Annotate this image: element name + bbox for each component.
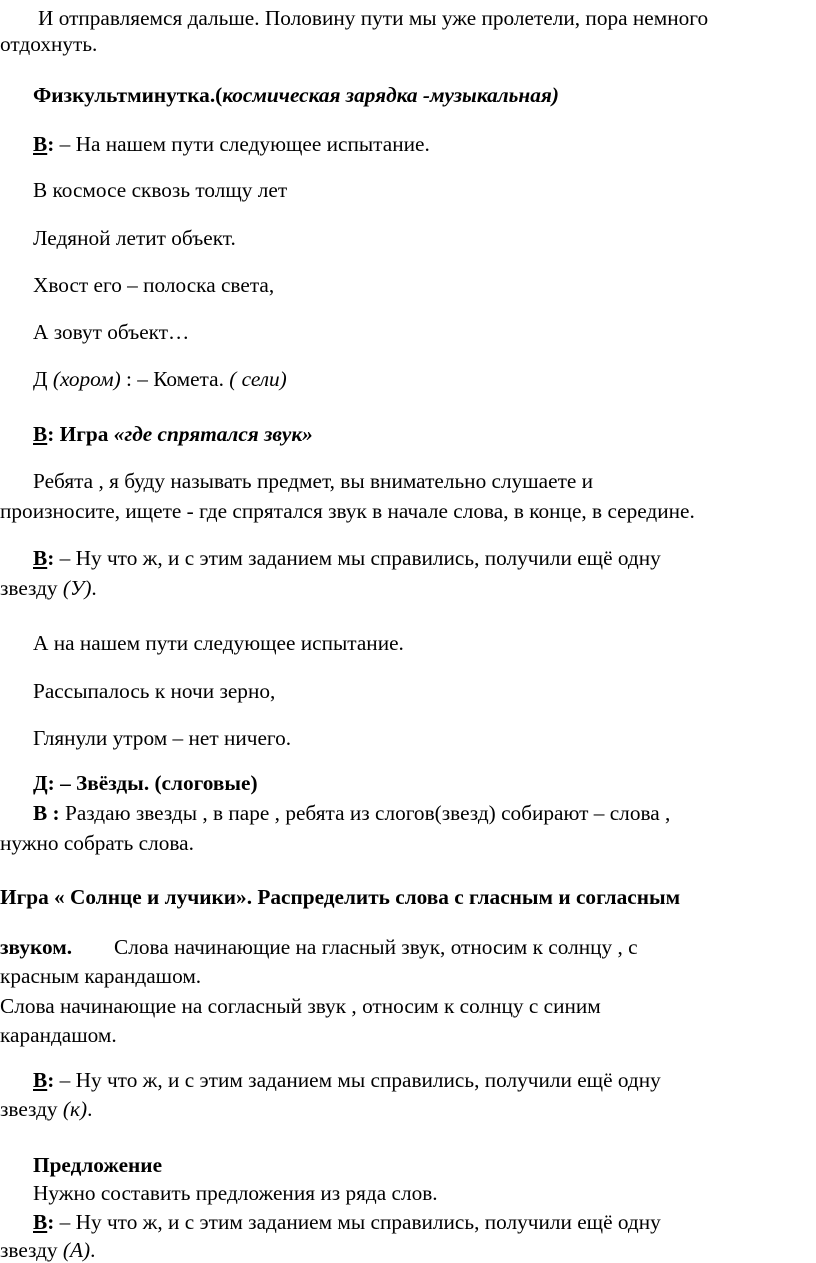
game2-line-4: карандашом. xyxy=(0,1023,117,1047)
game2-line-1 xyxy=(0,935,638,959)
speaker-colon: : xyxy=(47,546,55,570)
chorus-note: (хором) xyxy=(52,367,121,391)
riddle2-answer-text: : – Звёзды. (слоговые) xyxy=(47,771,258,795)
physminute-title: Физкультминутка. xyxy=(33,83,216,107)
done-2-line-2 xyxy=(0,1097,92,1121)
speaker-d: Д xyxy=(33,367,48,391)
intro-line-2: отдохнуть. xyxy=(0,32,98,56)
star-letter-k: (к) xyxy=(62,1097,88,1121)
riddle1-line-1: В космосе сквозь толщу лет xyxy=(33,178,288,202)
syllables-label: : xyxy=(47,801,65,825)
riddle2-line-2: Глянули утром – нет ничего. xyxy=(33,726,292,750)
done-2-line-1 xyxy=(33,1068,661,1092)
done-text: – Ну что ж, и с этим заданием мы справились, получили ещё одну xyxy=(54,1068,661,1092)
sentence-text: Нужно составить предложения из ряда слов. xyxy=(33,1181,438,1205)
speaker-d: Д xyxy=(33,771,48,795)
syllables-task-line-1 xyxy=(33,801,670,825)
period: . xyxy=(91,576,97,600)
riddle1-answer xyxy=(33,367,287,391)
speaker-v: В xyxy=(33,1210,48,1234)
game1-heading xyxy=(33,422,313,446)
done-3-line-2 xyxy=(0,1238,95,1262)
game2-line-3: Слова начинающие на согласный звук , относим к солнцу с синим xyxy=(0,994,601,1018)
done-1-line-2 xyxy=(0,576,97,600)
riddle1-line-2: Ледяной летит объект. xyxy=(33,226,236,250)
physminute-heading xyxy=(33,83,559,107)
speaker-v: В xyxy=(33,1068,48,1092)
star-word: звезду xyxy=(0,576,63,600)
sentence-title: Предложение xyxy=(33,1153,163,1177)
riddle1-line-4: А зовут объект… xyxy=(33,320,190,344)
riddle2-line-1: Рассыпалось к ночи зерно, xyxy=(33,679,276,703)
game1-line-1: Ребята , я буду называть предмет, вы внимательно слушаете и xyxy=(33,469,594,493)
game2-line-2: красным карандашом. xyxy=(0,964,202,988)
intro-line-1: И отправляемся дальше. Половину пути мы уже пролетели, пора немного xyxy=(38,6,709,30)
period: . xyxy=(90,1238,96,1262)
speaker-colon: : xyxy=(47,1210,55,1234)
game2-title-cont: звуком. xyxy=(0,935,73,959)
game2-title: Игра « Солнце и лучики». Распределить слова с гласным и согласным xyxy=(0,885,681,909)
star-letter-a: (А) xyxy=(62,1238,91,1262)
riddle2-answer xyxy=(33,771,258,795)
syllables-text: Раздаю звезды , в паре , ребята из слогов(звезд) собирают – слова , xyxy=(64,801,671,825)
star-word: звезду xyxy=(0,1097,63,1121)
speaker-colon: : xyxy=(47,1068,55,1092)
star-letter-u: (У) xyxy=(62,576,92,600)
game1-line-2: произносите, ищете - где спрятался звук в начале слова, в конце, в середине. xyxy=(0,499,695,523)
speaker-v: В xyxy=(33,422,48,446)
sit-note: ( сели) xyxy=(229,367,287,391)
done-text: – Ну что ж, и с этим заданием мы справились, получили ещё одну xyxy=(54,546,661,570)
physminute-note: космическая зарядка -музыкальная) xyxy=(222,83,559,107)
speaker-v: В xyxy=(33,546,48,570)
game1-label: : Игра xyxy=(47,422,114,446)
syllables-task-line-2: нужно собрать слова. xyxy=(0,831,194,855)
speaker-v: В xyxy=(33,132,48,156)
speaker-colon: : xyxy=(47,132,55,156)
period: . xyxy=(87,1097,93,1121)
riddle1-intro-text: – На нашем пути следующее испытание. xyxy=(54,132,430,156)
speaker-v: В xyxy=(33,801,48,825)
physminute-paren: ( xyxy=(215,83,223,107)
done-3-line-1 xyxy=(33,1210,661,1234)
game1-name: «где спрятался звук» xyxy=(113,422,313,446)
riddle1-line-3: Хвост его – полоска света, xyxy=(33,273,275,297)
riddle1-answer-text: : – Комета. xyxy=(120,367,230,391)
riddle1-intro xyxy=(33,132,430,156)
done-text: – Ну что ж, и с этим заданием мы справились, получили ещё одну xyxy=(54,1210,661,1234)
game2-text-1: Слова начинающие на гласный звук, относим к солнцу , с xyxy=(114,935,638,959)
riddle2-intro: А на нашем пути следующее испытание. xyxy=(33,631,404,655)
done-1-line-1 xyxy=(33,546,661,570)
star-word: звезду xyxy=(0,1238,63,1262)
